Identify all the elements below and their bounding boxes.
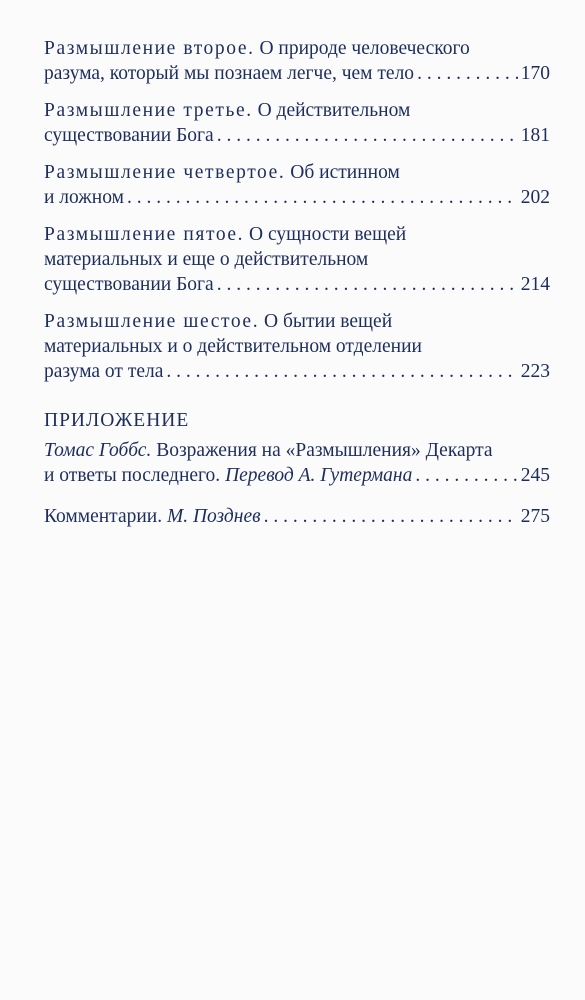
page-number: 214 [520, 274, 550, 295]
leader-dots [217, 272, 518, 297]
entry-subtitle: О действительном [257, 100, 411, 121]
entry-subtitle-end: разума от тела [44, 361, 164, 382]
entry-subtitle-end: существовании Бога [44, 274, 214, 295]
entry-title: Размышление третье. [44, 100, 253, 121]
author-name: Томас Гоббс. [44, 440, 152, 461]
toc-entry-sixth-meditation[interactable] [44, 309, 550, 384]
entry-title: Комментарии. [44, 506, 163, 527]
toc-entry-second-meditation[interactable] [44, 36, 550, 86]
page-number: 170 [520, 63, 550, 84]
author-name: М. Позднев [166, 506, 261, 527]
leader-dots [415, 463, 517, 488]
leader-dots [217, 123, 518, 148]
appendix-heading: ПРИЛОЖЕНИЕ [44, 410, 190, 431]
page-number: 223 [520, 361, 550, 382]
leader-dots [417, 61, 518, 86]
entry-subtitle-end: и ложном [44, 187, 124, 208]
page-number: 275 [520, 506, 550, 527]
entry-title: Размышление второе. [44, 38, 255, 59]
entry-subtitle: О бытии вещей [264, 311, 393, 332]
translator-credit: Перевод А. Гутермана [225, 465, 413, 486]
leader-dots [264, 504, 518, 529]
entry-subtitle-line: материальных и о действительном отделении [44, 336, 422, 357]
leader-dots [166, 359, 517, 384]
entry-title: Размышление четвертое. [44, 162, 286, 183]
table-of-contents [44, 36, 550, 541]
entry-subtitle-end: существовании Бога [44, 125, 214, 146]
toc-entry-commentary[interactable] [44, 504, 550, 529]
toc-entry-fourth-meditation[interactable] [44, 160, 550, 210]
page-number: 202 [520, 187, 550, 208]
entry-subtitle-line: материальных и еще о действительном [44, 249, 369, 270]
entry-title: Размышление шестое. [44, 311, 260, 332]
entry-subtitle-end: разума, который мы познаем легче, чем тело [44, 63, 415, 84]
toc-entry-fifth-meditation[interactable] [44, 222, 550, 297]
entry-subtitle: Об истинном [290, 162, 400, 183]
leader-dots [127, 185, 518, 210]
toc-entry-third-meditation[interactable] [44, 98, 550, 148]
entry-subtitle: О природе человеческого [259, 38, 470, 59]
entry-title: Возражения на «Размышления» Декарта [156, 440, 493, 461]
entry-title: Размышление пятое. [44, 224, 245, 245]
page-number: 245 [520, 465, 550, 486]
entry-subtitle-end: и ответы последнего. [44, 465, 221, 486]
entry-subtitle: О сущности вещей [249, 224, 407, 245]
page-number: 181 [520, 125, 550, 146]
toc-entry-hobbes-objections[interactable] [44, 438, 550, 488]
